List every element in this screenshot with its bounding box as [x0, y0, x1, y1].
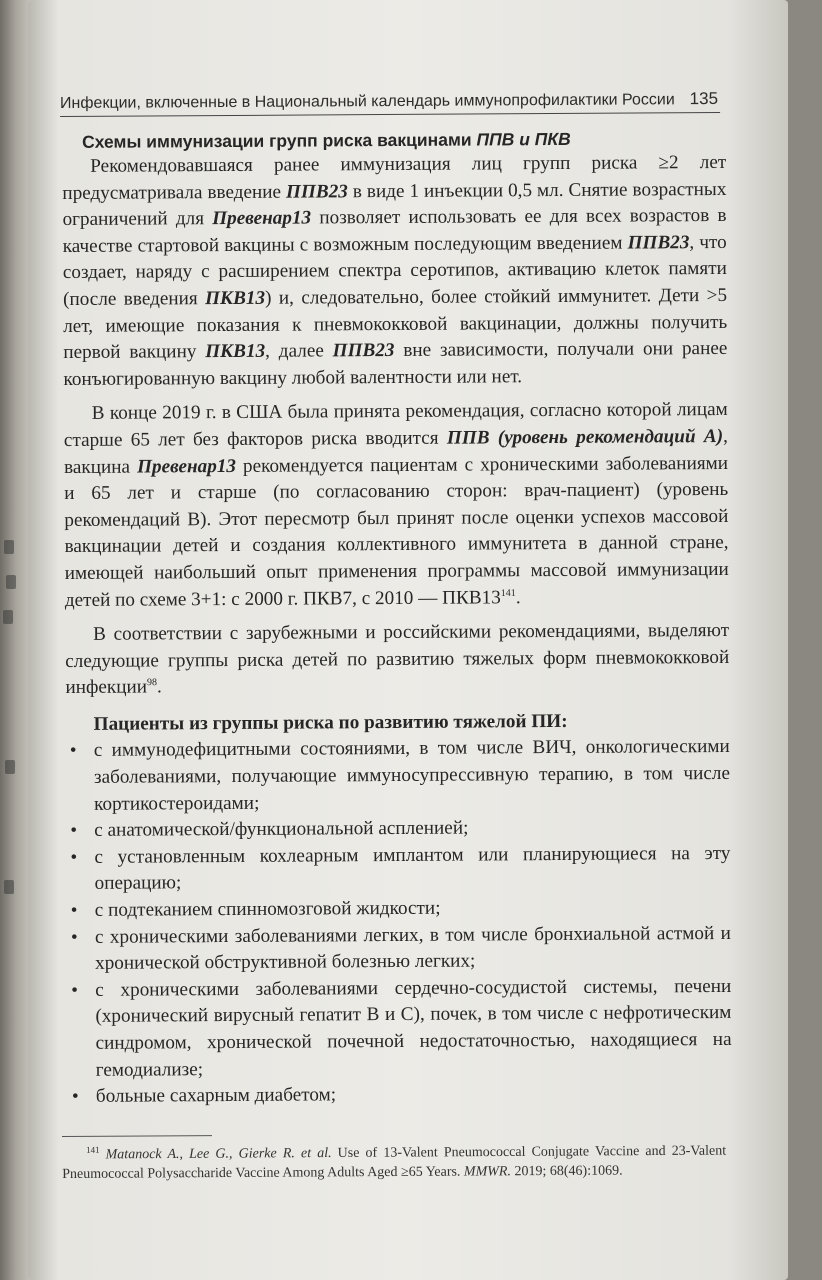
footnote-divider	[62, 1135, 212, 1137]
list-item: • с хроническими заболеваниями легких, в том числе бронхиальной астмой и хронической обструктивной болезнью легких;	[67, 921, 731, 978]
list-item: • с иммунодефицитными состояниями, в том числе ВИЧ, онкологическими заболеваниями, получающие иммуносупрессивную терапию, в том числе кортикостероидами;	[66, 734, 730, 818]
footnote	[62, 1132, 726, 1184]
footnote-text: $^{141}$ Matanock A., Lee G., Gierke R. et al. Use of 13-Valent Pneumococcal Conjugate Vaccine and 23-Valent Pneumococcal Polysaccharide Vaccine Among Adults Aged ≥65 Years. MMWR. 2019; 68(46):1069.	[62, 1143, 727, 1182]
list-item: • больные сахарным диабетом;	[68, 1080, 732, 1111]
footnote-ref-98: 98	[146, 677, 158, 689]
paragraph-1: Рекомендовавшаяся ранее иммунизация лиц групп риска ≥2 лет предусматривала введение ППВ23 в виде 1 инъекции 0,5 мл. Снятие возрастных ограничений для Превенар13 позволяет использовать ее для всех возрастов в качестве стартовой вакцины с возможным последующим введением ППВ23, что создает, наряду с расширением спектра серотипов, активацию клеток памяти (после введения ПКВ13) и, следовательно, более стойкий иммунитет. Дети >5 лет, имеющие показания к пневмококковой вакцинации, должны получить первой вакцину ПКВ13, далее ППВ23 вне зависимости, получали они ранее конъюгированную вакцину любой валентности или нет.	[62, 151, 728, 390]
page-number: 135	[689, 88, 719, 109]
text-fragment	[3, 610, 13, 624]
paragraph-3: В соответствии с зарубежными и российскими рекомендациями, выделяют следующие группы риска детей по развитию тяжелых форм пневмококковой инфекции$^{98}$.	[65, 620, 730, 699]
text-fragment	[6, 575, 16, 589]
footnote-ref-141: 141	[500, 587, 516, 599]
text-fragment	[4, 540, 14, 554]
text-fragment	[4, 880, 14, 894]
list-item: • с установленным кохлеарным имплантом или планирующиеся на эту операцию;	[66, 841, 730, 898]
list-item: • с хроническими заболеваниями сердечно-сосудистой системы, печени (хронический вирусный гепатит В и С), почек, в том числе с нефротическим синдромом, хронической почечной недостаточностью, находящиеся на гемодиализе;	[67, 974, 732, 1084]
list-item: • с подтеканием спинномозговой жидкости;	[67, 894, 731, 925]
text-fragment	[5, 760, 15, 774]
section-title: Схемы иммунизации групп риска вакцинами ППВ и ПКВ	[82, 128, 571, 152]
running-header	[60, 82, 720, 117]
book-page	[28, 0, 788, 1280]
running-header-title: Инфекции, включенные в Национальный календарь иммунопрофилактики России	[59, 91, 675, 113]
risk-group-list	[66, 734, 732, 1110]
risk-group-title: Пациенты из группы риска по развитию тяжелой ПИ:	[93, 710, 568, 735]
footnote-mark: 141	[86, 1144, 100, 1155]
list-item: • с анатомической/функциональной аспленией;	[66, 814, 730, 845]
paragraph-2: В конце 2019 г. в США была принята рекомендация, согласно которой лицам старше 65 лет без факторов риска вводится ППВ (уровень рекомендаций А), вакцина Превенар13 рекомендуется пациентам с хроническими заболеваниями и 65 лет и старше (по согласованию сторон: врач-пациент) (уровень рекомендаций В). Этот пересмотр был принят после оценки успехов массовой вакцинации детей и создания коллективного иммунитета в данной стране, имеющей наибольший опыт применения программы массовой иммунизации детей по схеме 3+1: с 2000 г. ПКВ7, с 2010 — $ПКВ13^{141}$.	[63, 399, 729, 611]
page-body	[62, 126, 732, 1111]
